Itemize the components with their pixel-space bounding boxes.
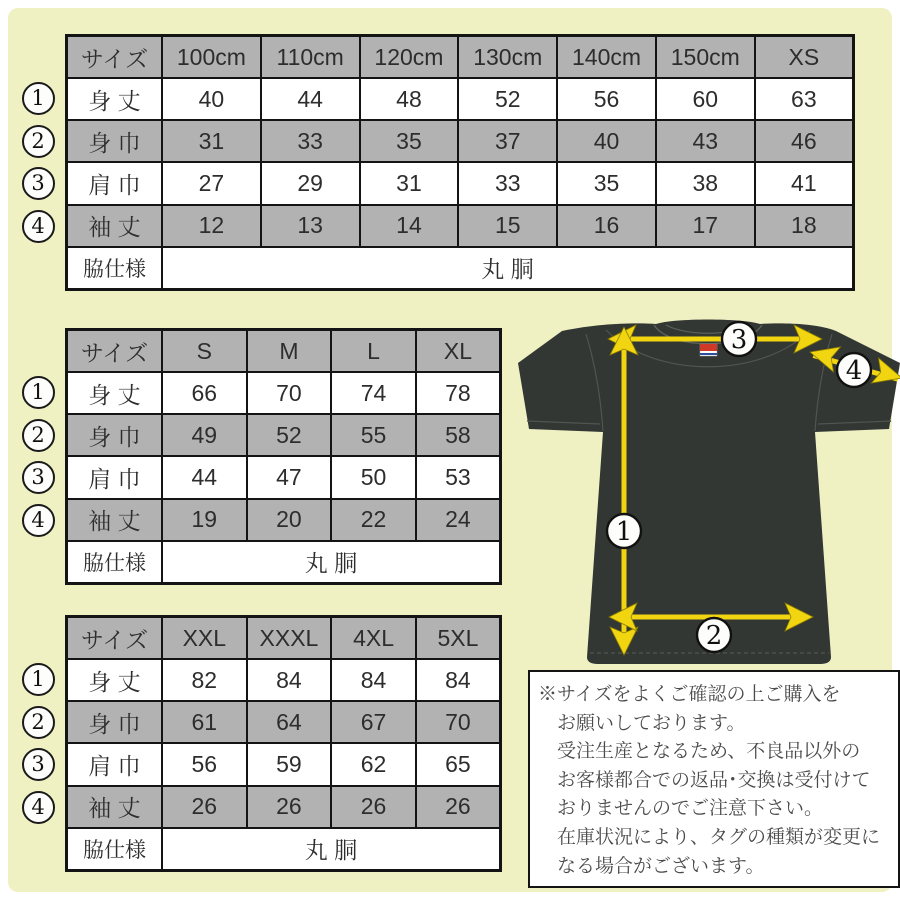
measurement-value: 52 bbox=[458, 78, 557, 120]
measurement-value: 82 bbox=[162, 659, 247, 701]
row-markers-large bbox=[21, 658, 55, 829]
measurement-value: 14 bbox=[360, 205, 459, 247]
note-line: お願いしております。 bbox=[557, 712, 746, 734]
measurement-value: 19 bbox=[162, 499, 247, 541]
marker-slot bbox=[21, 205, 55, 248]
measurement-value: 48 bbox=[360, 78, 459, 120]
svg-text:2: 2 bbox=[705, 621, 723, 651]
measurement-value: 70 bbox=[416, 701, 501, 743]
note-line: おりませんのでご注意下さい。 bbox=[557, 798, 824, 820]
measurement-value: 78 bbox=[416, 372, 501, 414]
measurement-value: 47 bbox=[247, 456, 332, 498]
marker-slot bbox=[21, 743, 55, 786]
measurement-value: 43 bbox=[656, 120, 755, 162]
marker-slot bbox=[21, 120, 55, 163]
size-column-XXXL: XXXL bbox=[247, 617, 332, 660]
row-markers-adult bbox=[21, 371, 55, 542]
measurement-value: 31 bbox=[360, 162, 459, 204]
circle-marker-3: 3 bbox=[22, 461, 55, 494]
adult-sizes-table bbox=[65, 328, 502, 585]
purchase-note bbox=[528, 670, 900, 888]
measurement-value: 46 bbox=[755, 120, 854, 162]
row-label: 肩 巾 bbox=[67, 456, 163, 498]
measurement-value: 31 bbox=[162, 120, 261, 162]
size-header-label: サイズ bbox=[67, 330, 163, 373]
measurement-value: 38 bbox=[656, 162, 755, 204]
measurement-value: 40 bbox=[557, 120, 656, 162]
measurement-value: 44 bbox=[261, 78, 360, 120]
measurement-value: 40 bbox=[162, 78, 261, 120]
row-label: 身 丈 bbox=[67, 78, 163, 120]
measurement-value: 27 bbox=[162, 162, 261, 204]
measurement-value: 63 bbox=[755, 78, 854, 120]
size-column-100cm: 100cm bbox=[162, 36, 261, 79]
side-spec-label: 脇仕様 bbox=[67, 828, 163, 871]
row-label: 袖 丈 bbox=[67, 786, 163, 828]
size-table-kids bbox=[65, 34, 855, 291]
measurement-value: 26 bbox=[416, 786, 501, 828]
measurement-value: 33 bbox=[261, 120, 360, 162]
measurement-value: 35 bbox=[557, 162, 656, 204]
svg-text:1: 1 bbox=[615, 517, 633, 547]
circle-marker-1: 1 bbox=[22, 376, 55, 409]
kids-sizes-table bbox=[65, 34, 855, 291]
row-label: 身 丈 bbox=[67, 372, 163, 414]
measurement-value: 26 bbox=[247, 786, 332, 828]
measurement-value: 52 bbox=[247, 414, 332, 456]
circle-marker-4: 4 bbox=[22, 210, 55, 243]
side-spec-value: 丸 胴 bbox=[162, 828, 501, 871]
measurement-value: 44 bbox=[162, 456, 247, 498]
size-column-150cm: 150cm bbox=[656, 36, 755, 79]
size-column-4XL: 4XL bbox=[331, 617, 416, 660]
row-label: 袖 丈 bbox=[67, 205, 163, 247]
note-line: 受注生産となるため、不良品以外の bbox=[557, 741, 861, 763]
measurement-value: 56 bbox=[162, 743, 247, 785]
measurement-value: 26 bbox=[162, 786, 247, 828]
circle-marker-1: 1 bbox=[22, 663, 55, 696]
measurement-value: 84 bbox=[331, 659, 416, 701]
circle-marker-2: 2 bbox=[22, 419, 55, 452]
side-spec-label: 脇仕様 bbox=[67, 247, 163, 290]
measurement-value: 50 bbox=[331, 456, 416, 498]
measurement-value: 17 bbox=[656, 205, 755, 247]
row-label: 袖 丈 bbox=[67, 499, 163, 541]
measurement-value: 65 bbox=[416, 743, 501, 785]
row-label: 肩 巾 bbox=[67, 162, 163, 204]
measurement-value: 55 bbox=[331, 414, 416, 456]
side-spec-label: 脇仕様 bbox=[67, 541, 163, 584]
note-line: ※サイズをよくご確認の上ご購入を bbox=[538, 684, 841, 705]
marker-slot bbox=[21, 77, 55, 120]
size-header-label: サイズ bbox=[67, 36, 163, 79]
measurement-value: 70 bbox=[247, 372, 332, 414]
measurement-value: 41 bbox=[755, 162, 854, 204]
size-column-110cm: 110cm bbox=[261, 36, 360, 79]
note-line: なる場合がございます。 bbox=[557, 855, 765, 877]
measurement-value: 26 bbox=[331, 786, 416, 828]
measurement-value: 84 bbox=[416, 659, 501, 701]
row-markers-kids bbox=[21, 77, 55, 248]
circle-marker-3: 3 bbox=[22, 748, 55, 781]
measurement-value: 15 bbox=[458, 205, 557, 247]
shirt-marker-4 bbox=[837, 353, 871, 387]
tshirt-diagram bbox=[514, 317, 900, 669]
note-line: お客様都合での返品･交換は受付けて bbox=[557, 769, 871, 791]
size-column-XXL: XXL bbox=[162, 617, 247, 660]
measurement-value: 13 bbox=[261, 205, 360, 247]
size-column-5XL: 5XL bbox=[416, 617, 501, 660]
marker-slot bbox=[21, 371, 55, 414]
measurement-value: 33 bbox=[458, 162, 557, 204]
size-column-XS: XS bbox=[755, 36, 854, 79]
measurement-value: 35 bbox=[360, 120, 459, 162]
measurement-value: 16 bbox=[557, 205, 656, 247]
side-spec-value: 丸 胴 bbox=[162, 541, 501, 584]
measurement-value: 58 bbox=[416, 414, 501, 456]
side-spec-value: 丸 胴 bbox=[162, 247, 854, 290]
row-label: 肩 巾 bbox=[67, 743, 163, 785]
measurement-value: 12 bbox=[162, 205, 261, 247]
row-label: 身 巾 bbox=[67, 701, 163, 743]
measurement-value: 59 bbox=[247, 743, 332, 785]
circle-marker-2: 2 bbox=[22, 706, 55, 739]
measurement-value: 84 bbox=[247, 659, 332, 701]
svg-text:4: 4 bbox=[845, 356, 863, 386]
size-column-L: L bbox=[331, 330, 416, 373]
circle-marker-4: 4 bbox=[22, 791, 55, 824]
shirt-marker-2 bbox=[697, 618, 731, 652]
marker-slot bbox=[21, 786, 55, 829]
row-label: 身 巾 bbox=[67, 120, 163, 162]
marker-slot bbox=[21, 701, 55, 744]
row-label: 身 巾 bbox=[67, 414, 163, 456]
note-line: 在庫状況により、タグの種類が変更に bbox=[557, 826, 881, 848]
circle-marker-3: 3 bbox=[22, 167, 55, 200]
measurement-value: 49 bbox=[162, 414, 247, 456]
circle-marker-1: 1 bbox=[22, 82, 55, 115]
size-column-XL: XL bbox=[416, 330, 501, 373]
circle-marker-2: 2 bbox=[22, 125, 55, 158]
shirt-marker-3 bbox=[722, 322, 756, 356]
circle-marker-4: 4 bbox=[22, 504, 55, 537]
measurement-value: 56 bbox=[557, 78, 656, 120]
measurement-value: 61 bbox=[162, 701, 247, 743]
marker-slot bbox=[21, 658, 55, 701]
measurement-value: 60 bbox=[656, 78, 755, 120]
size-column-140cm: 140cm bbox=[557, 36, 656, 79]
size-column-130cm: 130cm bbox=[458, 36, 557, 79]
measurement-value: 37 bbox=[458, 120, 557, 162]
measurement-value: 29 bbox=[261, 162, 360, 204]
measurement-value: 24 bbox=[416, 499, 501, 541]
measurement-value: 20 bbox=[247, 499, 332, 541]
measurement-value: 62 bbox=[331, 743, 416, 785]
marker-slot bbox=[21, 162, 55, 205]
measurement-value: 22 bbox=[331, 499, 416, 541]
size-column-M: M bbox=[247, 330, 332, 373]
brand-tag bbox=[700, 344, 717, 356]
size-table-large bbox=[65, 615, 502, 872]
size-column-S: S bbox=[162, 330, 247, 373]
measurement-value: 67 bbox=[331, 701, 416, 743]
marker-slot bbox=[21, 414, 55, 457]
measurement-value: 64 bbox=[247, 701, 332, 743]
row-label: 身 丈 bbox=[67, 659, 163, 701]
measurement-value: 53 bbox=[416, 456, 501, 498]
size-column-120cm: 120cm bbox=[360, 36, 459, 79]
measurement-value: 66 bbox=[162, 372, 247, 414]
measurement-value: 74 bbox=[331, 372, 416, 414]
shirt-marker-1 bbox=[607, 514, 641, 548]
measurement-value: 18 bbox=[755, 205, 854, 247]
marker-slot bbox=[21, 456, 55, 499]
marker-slot bbox=[21, 499, 55, 542]
size-table-adult bbox=[65, 328, 502, 585]
background-panel bbox=[8, 8, 892, 892]
large-sizes-table bbox=[65, 615, 502, 872]
svg-text:3: 3 bbox=[730, 325, 748, 355]
size-header-label: サイズ bbox=[67, 617, 163, 660]
